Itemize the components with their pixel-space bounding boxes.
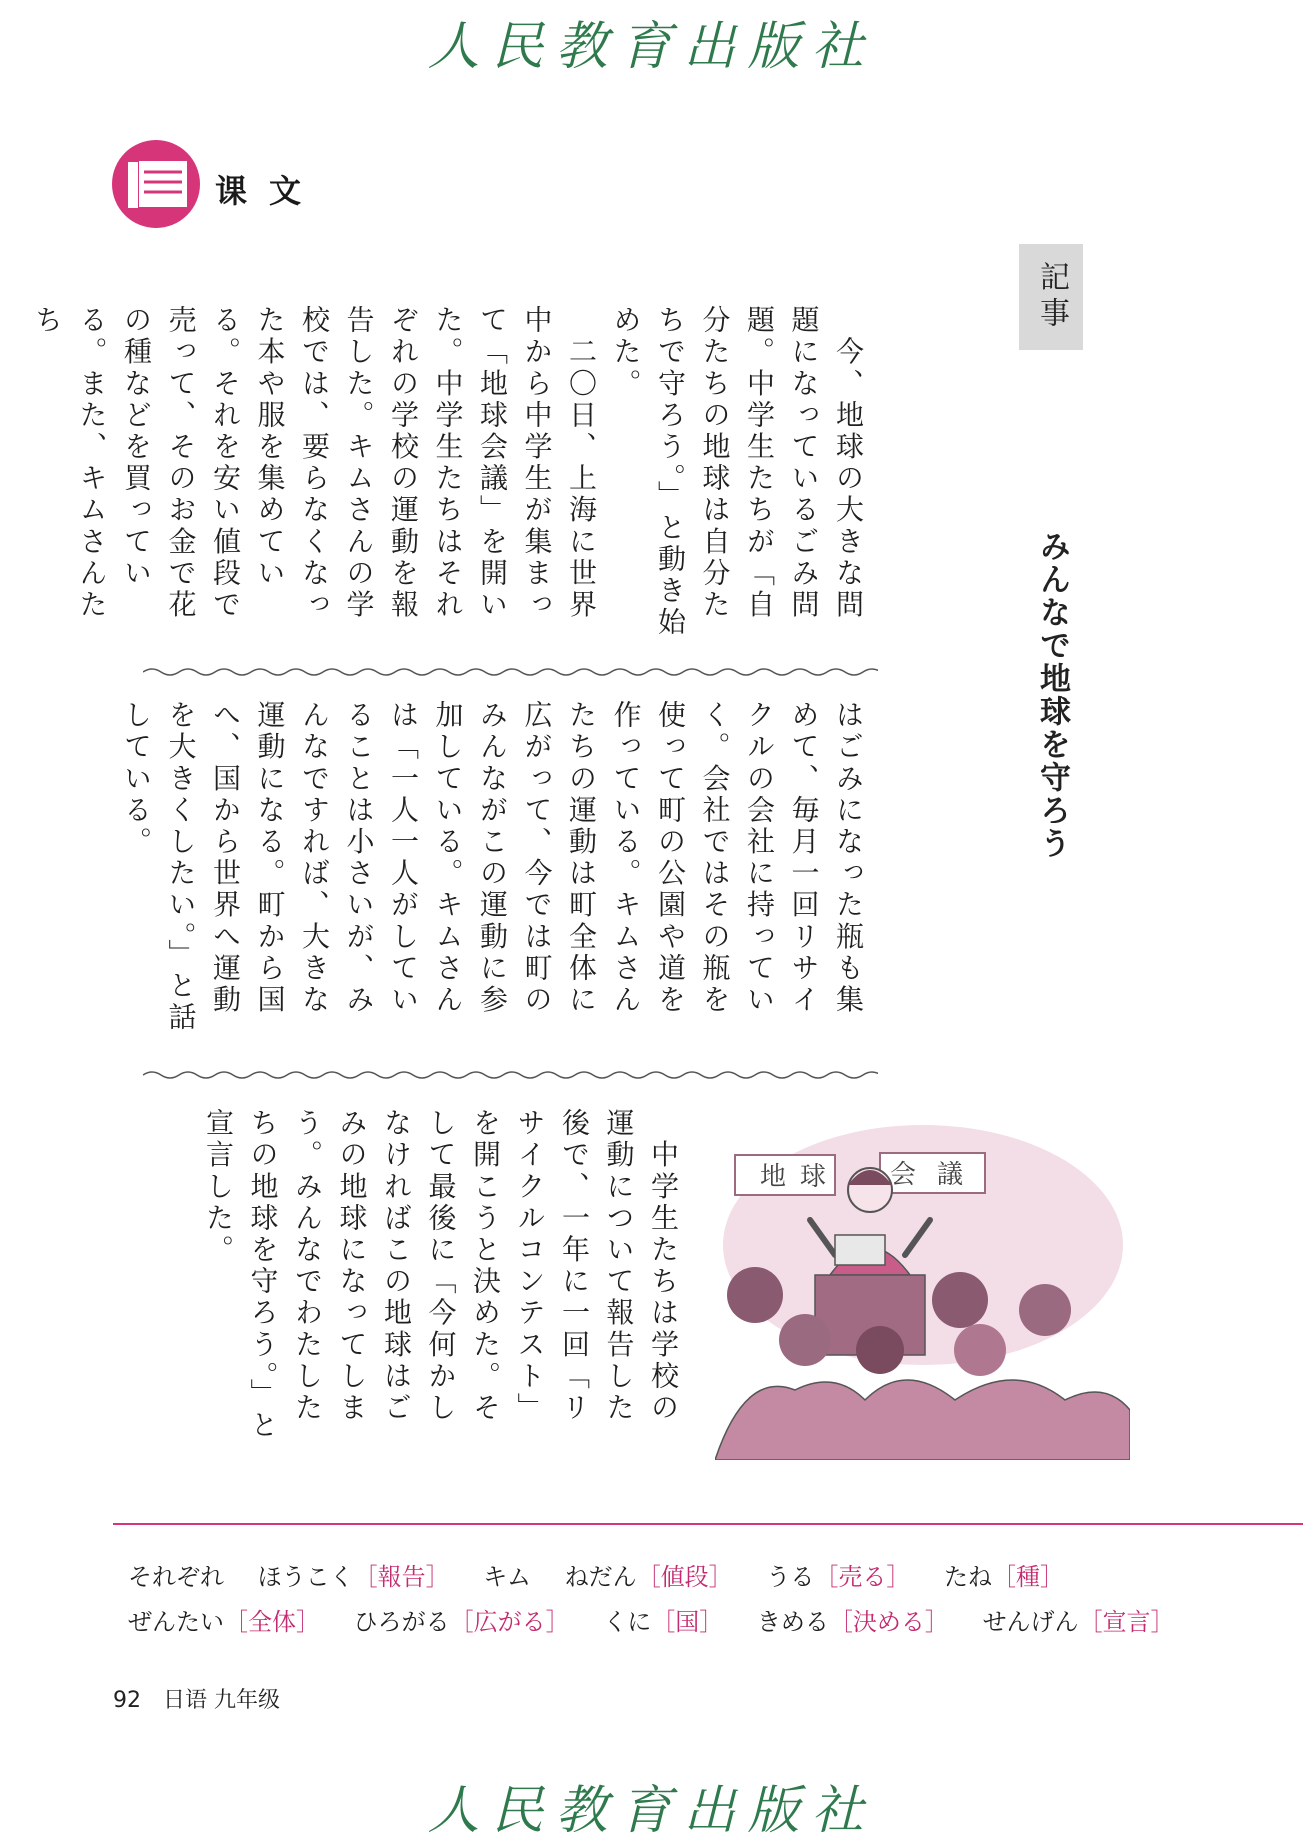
vocabulary-line-2 xyxy=(128,1602,1201,1637)
article-paragraph-2: はごみになった瓶も集めて、毎月一回リサイクルの会社に持っていく。会社ではその瓶を使って町の公園や道を作っている。キムさんたちの運動は町全体に広がって、今では町のみんながこの運動に参加している。キムさんは「一人一人がしていることは小さいが、みんなですれば、大きな運動になる。町から国へ、国から世界へ運動を大きくしたい。」と話している。 xyxy=(120,700,865,1034)
vocab-item: うる［売る］ xyxy=(766,1563,911,1591)
publisher-logo-bottom: 人民教育出版社 xyxy=(427,1781,876,1841)
vocab-item: ほうこく［報告］ xyxy=(257,1563,450,1591)
page-footer xyxy=(113,1683,280,1714)
section-icon xyxy=(112,140,200,228)
vocab-item: ひろがる［広がる］ xyxy=(353,1608,570,1636)
vocab-item: キム xyxy=(483,1563,532,1591)
vocab-item: たね［種］ xyxy=(943,1563,1064,1591)
wavy-divider xyxy=(143,1068,878,1082)
article-headline: みんなで地球を守ろう xyxy=(1034,530,1070,860)
article-tag: 記事 xyxy=(1019,244,1083,350)
article-paragraph-1: 今、地球の大きな問題になっているごみ問題。中学生たちが「自分たちの地球は自分たちで守ろう。」と動き始めた。 二〇日、上海に世界中から中学生が集まって「地球会議」を開いた。中学生たちはそれぞれの学校の運動を報告した。キムさんの学校では、要らなくなった本や服を集めている。それを安い値段で売って、そのお金で花の種などを買っている。また、キムさんたち xyxy=(31,305,865,639)
sign-char-3: 会 xyxy=(890,1160,917,1190)
section-title: 课文 xyxy=(215,172,324,210)
vocab-item: せんげん［宣言］ xyxy=(982,1608,1175,1636)
vocabulary-line-1 xyxy=(128,1557,1090,1592)
page-number: 92 xyxy=(113,1688,141,1713)
book-title: 日语 九年级 xyxy=(163,1688,280,1713)
vocabulary-divider xyxy=(113,1523,1303,1525)
wavy-divider xyxy=(143,665,878,679)
sign-char-4: 議 xyxy=(937,1160,964,1190)
vocab-item: ねだん［値段］ xyxy=(564,1563,733,1591)
vocab-item: それぞれ xyxy=(128,1563,224,1591)
sign-char-2: 球 xyxy=(800,1162,827,1192)
article-paragraph-3: 中学生たちは学校の運動について報告した後で、一年に一回「リサイクルコンテスト」を開こうと決めた。そして最後に「今何かしなければこの地球はごみの地球になってしまう。みんなでわたしたちの地球を守ろう。」と宣言した。 xyxy=(202,1108,680,1442)
vocab-item: くに［国］ xyxy=(603,1608,724,1636)
vocab-item: きめる［決める］ xyxy=(756,1608,949,1636)
sign-char-1: 地 xyxy=(760,1162,787,1192)
publisher-logo-top: 人民教育出版社 xyxy=(427,17,876,77)
earth-conference-illustration xyxy=(715,1125,1130,1460)
vocab-item: ぜんたい［全体］ xyxy=(128,1608,320,1636)
